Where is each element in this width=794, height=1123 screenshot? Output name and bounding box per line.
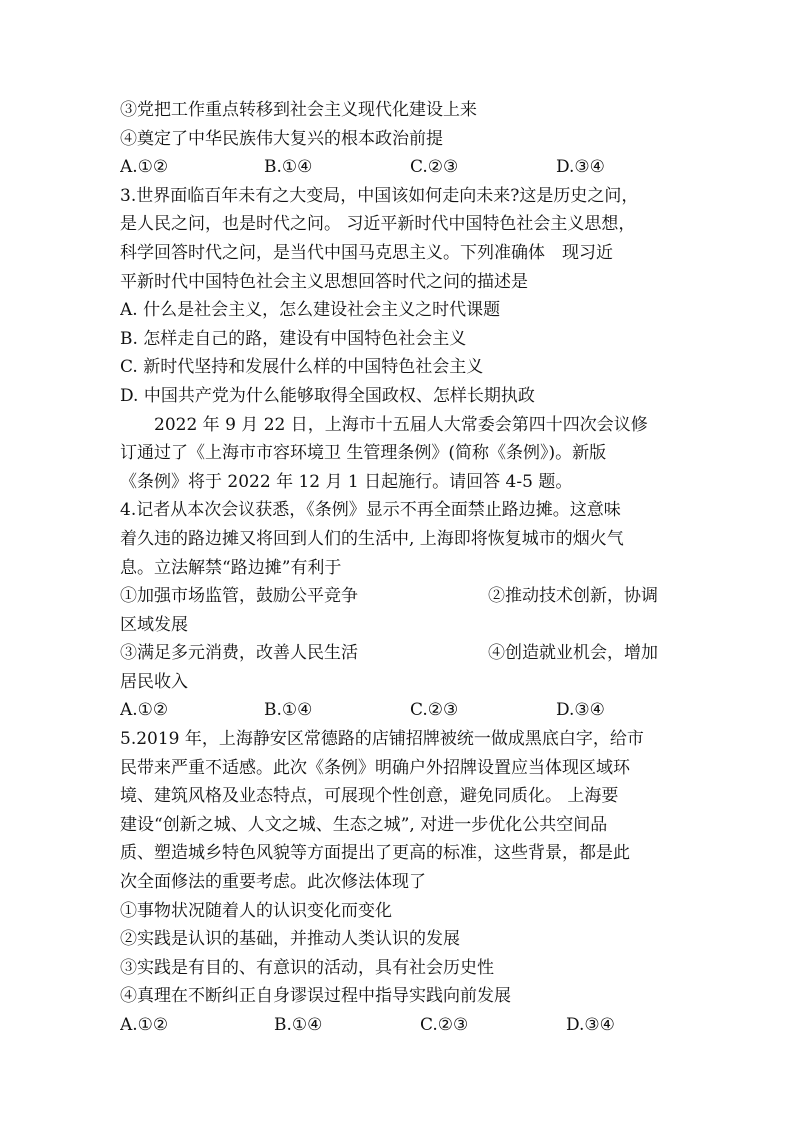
q5-option-a: A.①② [120,1015,169,1035]
q3-option-c: C. 新时代坚持和发展什么样的中国特色社会主义 [120,357,484,378]
q3-stem-line-1: 3.世界面临百年未有之大变局，中国该如何走向未来?这是历史之问， [120,185,639,206]
q2-option-b: B.①④ [264,157,313,178]
q2-options [120,153,686,182]
q3-option-d: D. 中国共产党为什么能够取得全国政权、怎样长期执政 [120,385,535,406]
q5-statement-1: ①事物状况随着人的认识变化而变化 [120,900,392,921]
q3-stem-line-4: 平新时代中国特色社会主义思想回答时代之问的描述是 [120,271,528,292]
q2-option-d: D.③④ [556,157,605,178]
q4-statement-4: ④创造就业机会，增加 [488,643,658,664]
q2-option-c: C.②③ [410,157,459,178]
q4-option-d: D.③④ [556,700,605,721]
q5-stem-line-4: 建设“创新之城、人文之城、生态之城”, 对进一步优化公共空间品 [120,814,608,835]
q2-option-a: A.①② [120,157,169,178]
q3-option-b: B. 怎样走自己的路，建设有中国特色社会主义 [120,328,467,349]
q4-statement-2-wrap: 区域发展 [120,614,188,635]
q5-statement-2: ②实践是认识的基础，并推动人类认识的发展 [120,929,460,950]
q4-option-c: C.②③ [410,700,459,721]
q3-option-a: A. 什么是社会主义，怎么建设社会主义之时代课题 [120,300,501,321]
q4-statements-row-2 [120,639,686,668]
q5-options [120,1011,686,1040]
q4-statement-4-wrap: 居民收入 [120,671,188,692]
q4-stem-line-2: 着久违的路边摊又将回到人们的生活中, 上海即将恢复城市的烟火气 [120,528,624,549]
q5-stem-line-5: 质、塑造城乡特色风貌等方面提出了更高的标准，这些背景，都是此 [120,843,630,864]
q4-option-a: A.①② [120,700,169,721]
q4-statement-1: ①加强市场监管，鼓励公平竞争 [120,586,358,607]
q5-option-b: B.①④ [274,1015,323,1035]
q4-statement-2: ②推动技术创新，协调 [488,586,658,607]
q5-stem-line-3: 境、建筑风格及业态特点，可展现个性创意，避免同质化。 上海要 [120,786,619,807]
q4-stem-line-1: 4.记者从本次会议获悉，《条例》显示不再全面禁止路边摊。这意味 [120,500,621,521]
material-line-2: 订通过了《上海市市容环境卫 生管理条例》(简称《条例》)。新版 [120,443,607,464]
q4-option-b: B.①④ [264,700,313,721]
q4-statement-3: ③满足多元消费，改善人民生活 [120,643,358,664]
q3-stem-line-3: 科学回答时代之问，是当代中国马克思主义。下列准确体 现习近 [120,242,613,263]
q3-stem-line-2: 是人民之问，也是时代之问。 习近平新时代中国特色社会主义思想， [120,214,636,235]
q5-stem-line-2: 民带来严重不适感。此次《条例》明确户外招牌设置应当体现区域环 [120,757,630,778]
q2-statement-4: ④奠定了中华民族伟大复兴的根本政治前提 [120,128,443,149]
q5-stem-line-6: 次全面修法的重要考虑。此次修法体现了 [120,872,426,893]
q5-stem-line-1: 5.2019 年，上海静安区常德路的店铺招牌被统一做成黑底白字，给市 [120,729,644,750]
q4-options [120,696,686,725]
q5-statement-4: ④真理在不断纠正自身谬误过程中指导实践向前发展 [120,986,511,1007]
q4-stem-line-3: 息。立法解禁“路边摊”有利于 [120,557,342,578]
q4-statements-row-1 [120,582,686,611]
q5-statement-3: ③实践是有目的、有意识的活动，具有社会历史性 [120,957,494,978]
q5-option-d: D.③④ [566,1015,615,1035]
q2-statement-3: ③党把工作重点转移到社会主义现代化建设上来 [120,100,477,120]
material-line-1: 2022 年 9 月 22 日，上海市十五届人大常委会第四十四次会议修 [154,414,648,435]
exam-page [120,96,686,1040]
material-line-3: 《条例》将于 2022 年 12 月 1 日起施行。请回答 4-5 题。 [120,471,573,492]
q5-option-c: C.②③ [420,1015,469,1035]
